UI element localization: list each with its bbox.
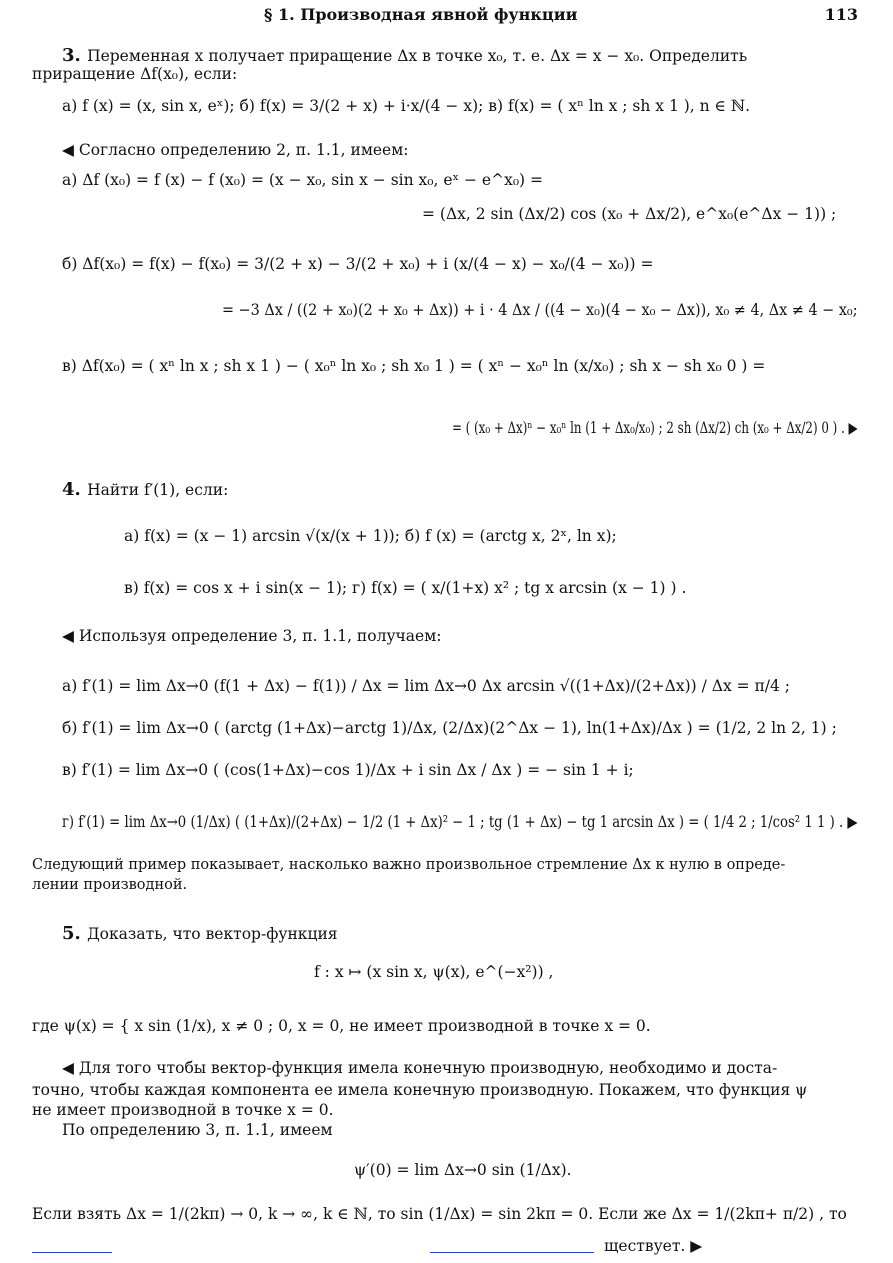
solution-line <box>62 626 442 647</box>
line-text: б) Δf(x₀) = f(x) − f(x₀) = 3/(2 + x) − 3/(2 + x₀) + i (x/(4 − x) − x₀/(4 − x₀)) = <box>62 255 654 273</box>
line-text: Доказать, что вектор-функция <box>87 925 338 943</box>
line-text: г) f′(1) = lim Δx→0 (1/Δx) ( (1+Δx)/(2+Δx) − 1/2 (1 + Δx)² − 1 ; tg (1 + Δx) − tg 1 arcsin Δx ) = ( 1/4 2 ; 1/cos² 1 1 ) . ▶ <box>62 813 858 831</box>
text-line <box>62 1120 333 1141</box>
line-text: f : x ↦ (x sin x, ψ(x), e^(−x²)) , <box>314 963 554 981</box>
text-line <box>62 676 790 697</box>
text-line <box>124 578 686 599</box>
line-text: ψ′(0) = lim Δx→0 sin (1/Δx). <box>354 1161 572 1179</box>
page-number: 113 <box>824 5 858 24</box>
text-line <box>604 1236 702 1257</box>
line-text: ществует. ▶ <box>604 1237 703 1255</box>
line-text: = −3 Δx / ((2 + x₀)(2 + x₀ + Δx)) + i · 4 Δx / ((4 − x₀)(4 − x₀ − Δx)), x₀ ≠ 4, Δx ≠ 4 − x₀; <box>222 301 858 319</box>
text-line <box>62 254 653 275</box>
footnote-rule-left <box>32 1252 112 1253</box>
problem-number: 4. <box>62 479 88 500</box>
line-text: а) f′(1) = lim Δx→0 (f(1 + Δx) − f(1)) / Δx = lim Δx→0 Δx arcsin √((1+Δx)/(2+Δx)) / Δx = π/4 ; <box>62 677 790 695</box>
text-line <box>32 1016 651 1037</box>
line-text: точно, чтобы каждая компонента ее имела конечную производную. Покажем, что функция ψ <box>32 1081 808 1099</box>
line-text: = ( (x₀ + Δx)ⁿ − x₀ⁿ ln (1 + Δx₀/x₀) ; 2 sh (Δx/2) ch (x₀ + Δx/2) 0 ) . ▶ <box>452 419 858 437</box>
text-line <box>124 526 617 547</box>
problem-statement <box>62 922 338 946</box>
text-line <box>62 760 634 781</box>
line-text: Следующий пример показывает, насколько важно произвольное стремление Δx к нулю в опреде- <box>32 857 786 873</box>
footnote-rule-center <box>430 1252 594 1253</box>
problem-number: 5. <box>62 923 88 944</box>
line-text: ◀ Для того чтобы вектор-функция имела конечную производную, необходимо и доста- <box>62 1059 778 1077</box>
text-line <box>314 962 553 983</box>
line-text: ◀ Используя определение 3, п. 1.1, получаем: <box>62 627 442 645</box>
line-text: Найти f′(1), если: <box>87 481 229 499</box>
problem-number: 3. <box>62 45 88 66</box>
text-line <box>62 812 858 833</box>
line-text: лении производной. <box>32 877 188 893</box>
text-line <box>62 96 750 117</box>
line-text: б) f′(1) = lim Δx→0 ( (arctg (1+Δx)−arctg 1)/Δx, (2/Δx)(2^Δx − 1), ln(1+Δx)/Δx ) = (1/2, 2 ln 2, 1) ; <box>62 719 837 737</box>
document-page <box>32 0 858 1263</box>
line-text: а) f(x) = (x − 1) arcsin √(x/(x + 1)); б) f (x) = (arctg x, 2ˣ, ln x); <box>124 527 617 545</box>
text-line <box>422 204 836 225</box>
line-text: Если взять Δx = 1/(2kπ) → 0, k → ∞, k ∈ ℕ, то sin (1/Δx) = sin 2kπ = 0. Если же Δx = 1/(2kπ+ π/2) , то <box>32 1205 847 1223</box>
line-text: По определению 3, п. 1.1, имеем <box>62 1121 333 1139</box>
text-line <box>354 1160 572 1181</box>
note-line <box>32 856 785 876</box>
note-line <box>32 876 187 896</box>
line-text: приращение Δf(x₀), если: <box>32 65 238 83</box>
line-text: а) f (x) = (x, sin x, eˣ); б) f(x) = 3/(2 + x) + i·x/(4 − x); в) f(x) = ( xⁿ ln x ; sh x 1 ), n ∈ ℕ. <box>62 97 751 115</box>
line-text: а) Δf (x₀) = f (x) − f (x₀) = (x − x₀, sin x − sin x₀, eˣ − e^x₀) = <box>62 171 543 189</box>
line-text: = (Δx, 2 sin (Δx/2) cos (x₀ + Δx/2), e^x₀(e^Δx − 1)) ; <box>422 205 837 223</box>
line-text: Переменная x получает приращение Δx в точке x₀, т. е. Δx = x − x₀. Определить <box>87 47 748 65</box>
text-line <box>32 64 237 85</box>
line-text: в) f(x) = cos x + i sin(x − 1); г) f(x) = ( x/(1+x) x² ; tg x arcsin (x − 1) ) . <box>124 579 687 597</box>
text-line <box>32 1204 847 1225</box>
solution-line <box>62 1058 777 1079</box>
text-line <box>62 170 543 191</box>
text-line <box>62 718 837 739</box>
section-title: § 1. Производная явной функции <box>264 5 578 24</box>
line-text: в) f′(1) = lim Δx→0 ( (cos(1+Δx)−cos 1)/Δx + i sin Δx / Δx ) = − sin 1 + i; <box>62 761 634 779</box>
text-line <box>62 356 765 377</box>
text-line <box>32 1100 334 1121</box>
line-text: ◀ Согласно определению 2, п. 1.1, имеем: <box>62 141 409 159</box>
line-text: где ψ(x) = { x sin (1/x), x ≠ 0 ; 0, x = 0, не имеет производной в точке x = 0. <box>32 1017 651 1035</box>
text-line <box>32 1080 807 1101</box>
running-header <box>32 4 858 26</box>
solution-line <box>62 140 409 161</box>
line-text: в) Δf(x₀) = ( xⁿ ln x ; sh x 1 ) − ( x₀ⁿ ln x₀ ; sh x₀ 1 ) = ( xⁿ − x₀ⁿ ln (x/x₀) ; sh x − sh x₀ 0 ) = <box>62 357 766 375</box>
text-line <box>222 300 858 321</box>
line-text: не имеет производной в точке x = 0. <box>32 1101 334 1119</box>
text-line <box>452 418 858 439</box>
problem-statement <box>62 478 228 502</box>
